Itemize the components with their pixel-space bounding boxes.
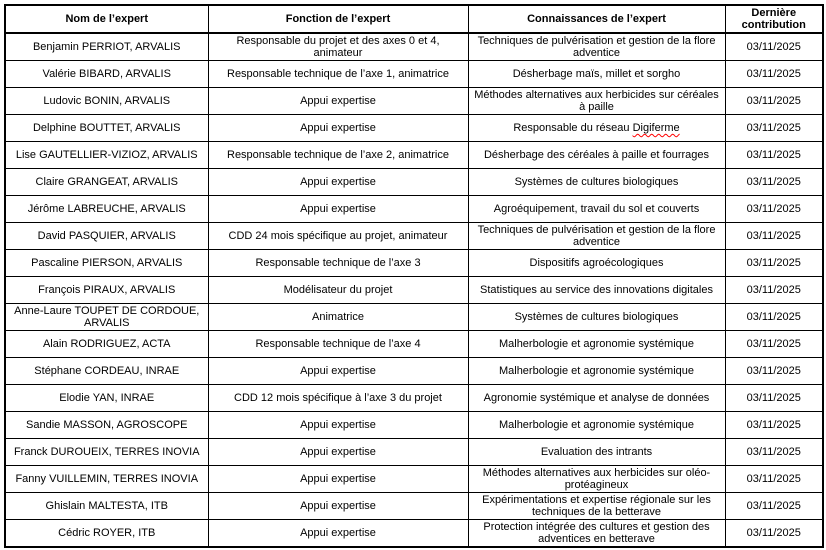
expert-name-cell: David PASQUIER, ARVALIS <box>5 223 208 250</box>
expert-role-cell: Appui expertise <box>208 115 468 142</box>
expert-knowledge-cell: Dispositifs agroécologiques <box>468 250 725 277</box>
last-contribution-cell: 03/11/2025 <box>725 439 823 466</box>
last-contribution-cell: 03/11/2025 <box>725 331 823 358</box>
knowledge-text: Responsable du réseau <box>513 122 633 134</box>
expert-knowledge-cell: Techniques de pulvérisation et gestion de la flore adventice <box>468 33 725 61</box>
last-contribution-cell: 03/11/2025 <box>725 493 823 520</box>
expert-knowledge-cell <box>468 115 725 142</box>
last-contribution-cell: 03/11/2025 <box>725 520 823 548</box>
table-body <box>5 33 823 547</box>
expert-knowledge-cell: Désherbage des céréales à paille et fourrages <box>468 142 725 169</box>
table-row <box>5 277 823 304</box>
header-expert-name: Nom de l’expert <box>5 5 208 33</box>
expert-role-cell: Responsable technique de l’axe 2, animatrice <box>208 142 468 169</box>
expert-name-cell: Anne-Laure TOUPET DE CORDOUE, ARVALIS <box>5 304 208 331</box>
header-expert-role: Fonction de l’expert <box>208 5 468 33</box>
table-row <box>5 250 823 277</box>
expert-role-cell: Appui expertise <box>208 412 468 439</box>
expert-role-cell: Appui expertise <box>208 358 468 385</box>
table-row <box>5 142 823 169</box>
table-header <box>5 5 823 33</box>
spellcheck-word: Digiferme <box>632 122 680 134</box>
expert-knowledge-cell: Agroéquipement, travail du sol et couverts <box>468 196 725 223</box>
last-contribution-cell: 03/11/2025 <box>725 115 823 142</box>
header-row <box>5 5 823 33</box>
expert-name-cell: Benjamin PERRIOT, ARVALIS <box>5 33 208 61</box>
last-contribution-cell: 03/11/2025 <box>725 304 823 331</box>
expert-role-cell: Appui expertise <box>208 493 468 520</box>
last-contribution-cell: 03/11/2025 <box>725 142 823 169</box>
last-contribution-cell: 03/11/2025 <box>725 33 823 61</box>
expert-role-cell: Responsable technique de l’axe 4 <box>208 331 468 358</box>
experts-table <box>4 4 824 548</box>
expert-name-cell: Lise GAUTELLIER-VIZIOZ, ARVALIS <box>5 142 208 169</box>
expert-name-cell: Jérôme LABREUCHE, ARVALIS <box>5 196 208 223</box>
expert-name-cell: Cédric ROYER, ITB <box>5 520 208 548</box>
expert-name-cell: Claire GRANGEAT, ARVALIS <box>5 169 208 196</box>
expert-role-cell: Animatrice <box>208 304 468 331</box>
expert-name-cell: Franck DUROUEIX, TERRES INOVIA <box>5 439 208 466</box>
table-row <box>5 439 823 466</box>
expert-name-cell: Ghislain MALTESTA, ITB <box>5 493 208 520</box>
last-contribution-cell: 03/11/2025 <box>725 358 823 385</box>
table-row <box>5 33 823 61</box>
expert-role-cell: Appui expertise <box>208 439 468 466</box>
expert-name-cell: Valérie BIBARD, ARVALIS <box>5 61 208 88</box>
expert-role-cell: Appui expertise <box>208 520 468 548</box>
expert-name-cell: Sandie MASSON, AGROSCOPE <box>5 412 208 439</box>
expert-knowledge-cell: Systèmes de cultures biologiques <box>468 169 725 196</box>
text-cursor <box>822 495 824 512</box>
expert-knowledge-cell: Méthodes alternatives aux herbicides sur céréales à paille <box>468 88 725 115</box>
table-row <box>5 88 823 115</box>
expert-role-cell: Responsable technique de l’axe 1, animatrice <box>208 61 468 88</box>
expert-knowledge-cell: Malherbologie et agronomie systémique <box>468 358 725 385</box>
expert-role-cell: Appui expertise <box>208 169 468 196</box>
header-last-contribution: Dernière contribution <box>725 5 823 33</box>
expert-knowledge-cell: Désherbage maïs, millet et sorgho <box>468 61 725 88</box>
expert-role-cell: Appui expertise <box>208 466 468 493</box>
header-expert-knowledge: Connaissances de l’expert <box>468 5 725 33</box>
expert-role-cell: Responsable du projet et des axes 0 et 4, animateur <box>208 33 468 61</box>
last-contribution-cell: 03/11/2025 <box>725 196 823 223</box>
last-contribution-cell: 03/11/2025 <box>725 277 823 304</box>
expert-knowledge-cell: Techniques de pulvérisation et gestion de la flore adventice <box>468 223 725 250</box>
table-row <box>5 196 823 223</box>
table-row <box>5 331 823 358</box>
expert-name-cell: Fanny VUILLEMIN, TERRES INOVIA <box>5 466 208 493</box>
expert-name-cell: François PIRAUX, ARVALIS <box>5 277 208 304</box>
table-row <box>5 304 823 331</box>
expert-role-cell: Responsable technique de l’axe 3 <box>208 250 468 277</box>
expert-knowledge-cell: Malherbologie et agronomie systémique <box>468 331 725 358</box>
table-row <box>5 358 823 385</box>
table-row <box>5 520 823 548</box>
expert-role-cell: CDD 24 mois spécifique au projet, animateur <box>208 223 468 250</box>
expert-role-cell: Appui expertise <box>208 88 468 115</box>
table-row <box>5 169 823 196</box>
expert-knowledge-cell: Malherbologie et agronomie systémique <box>468 412 725 439</box>
table-row <box>5 115 823 142</box>
table-row <box>5 466 823 493</box>
expert-name-cell: Stéphane CORDEAU, INRAE <box>5 358 208 385</box>
table-row <box>5 61 823 88</box>
expert-knowledge-cell: Agronomie systémique et analyse de données <box>468 385 725 412</box>
last-contribution-cell: 03/11/2025 <box>725 88 823 115</box>
table-row <box>5 493 823 520</box>
last-contribution-cell: 03/11/2025 <box>725 169 823 196</box>
last-contribution-cell: 03/11/2025 <box>725 466 823 493</box>
last-contribution-cell: 03/11/2025 <box>725 385 823 412</box>
expert-role-cell: Appui expertise <box>208 196 468 223</box>
last-contribution-cell: 03/11/2025 <box>725 412 823 439</box>
last-contribution-cell: 03/11/2025 <box>725 250 823 277</box>
table-row <box>5 412 823 439</box>
expert-knowledge-cell: Méthodes alternatives aux herbicides sur oléo-protéagineux <box>468 466 725 493</box>
table-row <box>5 223 823 250</box>
expert-knowledge-cell: Evaluation des intrants <box>468 439 725 466</box>
expert-name-cell: Alain RODRIGUEZ, ACTA <box>5 331 208 358</box>
expert-name-cell: Pascaline PIERSON, ARVALIS <box>5 250 208 277</box>
expert-name-cell: Delphine BOUTTET, ARVALIS <box>5 115 208 142</box>
last-contribution-cell: 03/11/2025 <box>725 223 823 250</box>
expert-knowledge-cell: Statistiques au service des innovations digitales <box>468 277 725 304</box>
expert-name-cell: Ludovic BONIN, ARVALIS <box>5 88 208 115</box>
expert-role-cell: Modélisateur du projet <box>208 277 468 304</box>
expert-knowledge-cell: Protection intégrée des cultures et gestion des adventices en betterave <box>468 520 725 548</box>
expert-knowledge-cell: Expérimentations et expertise régionale sur les techniques de la betterave <box>468 493 725 520</box>
expert-knowledge-cell: Systèmes de cultures biologiques <box>468 304 725 331</box>
expert-name-cell: Elodie YAN, INRAE <box>5 385 208 412</box>
expert-role-cell: CDD 12 mois spécifique à l’axe 3 du projet <box>208 385 468 412</box>
table-row <box>5 385 823 412</box>
last-contribution-cell: 03/11/2025 <box>725 61 823 88</box>
